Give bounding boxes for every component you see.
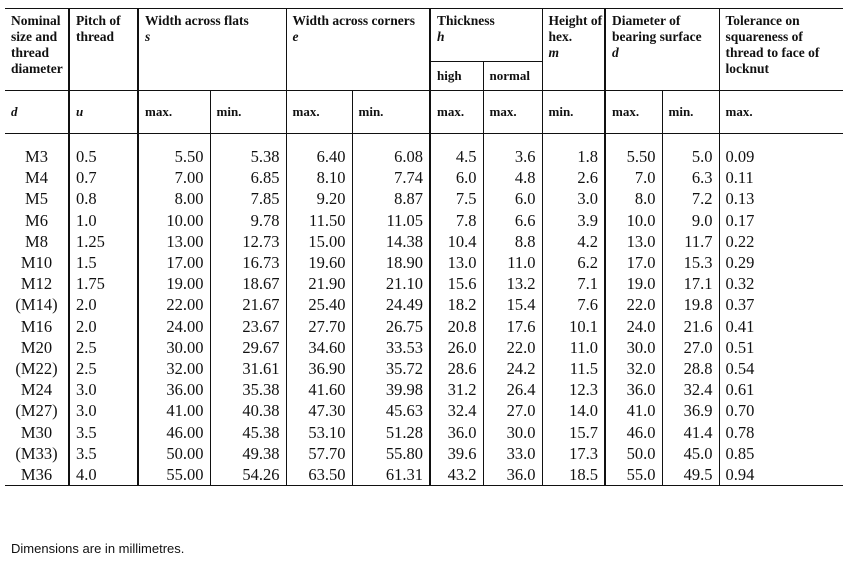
cell-thickness-high: 7.5 [430,188,483,209]
cell-height-min: 15.7 [542,422,605,443]
cell-pitch: 1.5 [69,252,138,273]
cell-diameter-min: 49.5 [662,464,719,486]
cell-height-min: 2.6 [542,167,605,188]
cell-diameter-min: 27.0 [662,337,719,358]
cell-diameter-max: 17.0 [605,252,662,273]
cell-flats-min: 45.38 [210,422,286,443]
table-row [5,231,843,252]
header-width-across-corners: Width across corners e [286,9,430,91]
table-row [5,379,843,400]
cell-thickness-normal: 15.4 [483,294,542,315]
cell-corners-min: 45.63 [352,400,430,421]
table-body [5,146,843,486]
table-row [5,252,843,273]
cell-corners-max: 21.90 [286,273,352,294]
cell-corners-min: 21.10 [352,273,430,294]
cell-pitch: 2.0 [69,294,138,315]
cell-thickness-high: 39.6 [430,443,483,464]
table-row [5,400,843,421]
cell-pitch: 2.5 [69,358,138,379]
cell-size: M24 [5,379,69,400]
cell-diameter-max: 46.0 [605,422,662,443]
cell-diameter-min: 6.3 [662,167,719,188]
cell-flats-min: 5.38 [210,146,286,167]
spacer-row [5,134,843,147]
cell-pitch: 0.5 [69,146,138,167]
cell-thickness-normal: 6.6 [483,210,542,231]
cell-flats-min: 18.67 [210,273,286,294]
cell-thickness-normal: 27.0 [483,400,542,421]
cell-size: (M33) [5,443,69,464]
table-row [5,294,843,315]
cell-corners-max: 36.90 [286,358,352,379]
col-label-flats-min: min. [210,91,286,134]
cell-diameter-min: 17.1 [662,273,719,294]
cell-tolerance: 0.78 [725,422,755,442]
cell-corners-min: 6.08 [352,146,430,167]
cell-diameter-min: 11.7 [662,231,719,252]
cell-height-min: 11.0 [542,337,605,358]
col-label-flats-max: max. [138,91,210,134]
header-bearing-diameter: Diameter of bearing surface d [605,9,719,91]
cell-corners-min: 26.75 [352,316,430,337]
cell-flats-min: 31.61 [210,358,286,379]
cell-flats-min: 29.67 [210,337,286,358]
cell-thickness-high: 7.8 [430,210,483,231]
header-thickness-normal: normal [483,62,542,91]
col-label-tolerance-max: max. [725,104,753,119]
cell-flats-min: 12.73 [210,231,286,252]
cell-size: M20 [5,337,69,358]
cell-thickness-high: 15.6 [430,273,483,294]
cell-height-min: 1.8 [542,146,605,167]
cell-flats-min: 49.38 [210,443,286,464]
col-label-corners-min: min. [352,91,430,134]
cell-diameter-min: 36.9 [662,400,719,421]
cell-tolerance: 0.32 [725,274,755,294]
cell-flats-max: 30.00 [138,337,210,358]
cell-thickness-normal: 22.0 [483,337,542,358]
header-nominal-size: Nominal size and thread diameter [5,9,69,91]
cell-diameter-max: 19.0 [605,273,662,294]
cell-diameter-min: 21.6 [662,316,719,337]
cell-size: M4 [5,167,69,188]
cell-size: (M14) [5,294,69,315]
cell-diameter-min: 19.8 [662,294,719,315]
cell-thickness-normal: 11.0 [483,252,542,273]
cell-flats-min: 6.85 [210,167,286,188]
cell-flats-min: 9.78 [210,210,286,231]
cell-thickness-high: 10.4 [430,231,483,252]
cell-corners-max: 47.30 [286,400,352,421]
cell-diameter-min: 15.3 [662,252,719,273]
symbol-d: d [612,45,619,60]
cell-corners-max: 53.10 [286,422,352,443]
cell-pitch: 2.0 [69,316,138,337]
cell-size: M10 [5,252,69,273]
cell-tolerance: 0.41 [725,316,755,336]
cell-flats-min: 54.26 [210,464,286,486]
cell-flats-max: 7.00 [138,167,210,188]
cell-thickness-high: 4.5 [430,146,483,167]
cell-corners-min: 35.72 [352,358,430,379]
cell-corners-max: 9.20 [286,188,352,209]
symbol-m: m [548,45,560,60]
col-label-height-min: min. [542,91,605,134]
cell-tolerance: 0.13 [725,189,755,209]
cell-diameter-max: 10.0 [605,210,662,231]
cell-pitch: 3.0 [69,400,138,421]
cell-pitch: 3.5 [69,443,138,464]
cell-thickness-normal: 26.4 [483,379,542,400]
cell-tolerance: 0.54 [725,359,755,379]
cell-thickness-high: 36.0 [430,422,483,443]
cell-height-min: 7.6 [542,294,605,315]
table-row [5,273,843,294]
cell-diameter-min: 32.4 [662,379,719,400]
col-label-u: u [69,91,138,134]
cell-thickness-high: 31.2 [430,379,483,400]
cell-corners-max: 15.00 [286,231,352,252]
cell-corners-max: 19.60 [286,252,352,273]
cell-thickness-high: 18.2 [430,294,483,315]
cell-tolerance: 0.94 [725,465,755,485]
cell-pitch: 0.7 [69,167,138,188]
cell-tolerance: 0.29 [725,253,755,273]
cell-diameter-min: 5.0 [662,146,719,167]
cell-pitch: 4.0 [69,464,138,486]
table-row [5,337,843,358]
cell-thickness-normal: 8.8 [483,231,542,252]
cell-diameter-max: 8.0 [605,188,662,209]
cell-corners-max: 34.60 [286,337,352,358]
col-label-high-max: max. [430,91,483,134]
cell-corners-min: 11.05 [352,210,430,231]
cell-thickness-high: 13.0 [430,252,483,273]
cell-diameter-min: 28.8 [662,358,719,379]
cell-pitch: 1.0 [69,210,138,231]
header-tolerance: Tolerance on squareness of thread to face of locknut [725,13,820,76]
cell-height-min: 4.2 [542,231,605,252]
cell-corners-max: 6.40 [286,146,352,167]
cell-pitch: 0.8 [69,188,138,209]
cell-flats-max: 46.00 [138,422,210,443]
table-row [5,188,843,209]
cell-tolerance: 0.17 [725,210,755,230]
cell-diameter-max: 30.0 [605,337,662,358]
table-row [5,443,843,464]
cell-corners-min: 7.74 [352,167,430,188]
cell-height-min: 3.0 [542,188,605,209]
cell-size: M5 [5,188,69,209]
cell-height-min: 11.5 [542,358,605,379]
cell-size: (M22) [5,358,69,379]
cell-flats-min: 40.38 [210,400,286,421]
cell-size: (M27) [5,400,69,421]
table-row [5,358,843,379]
cell-size: M8 [5,231,69,252]
cell-tolerance: 0.11 [725,168,754,188]
cell-diameter-max: 55.0 [605,464,662,486]
cell-size: M12 [5,273,69,294]
cell-thickness-normal: 24.2 [483,358,542,379]
cell-flats-max: 24.00 [138,316,210,337]
cell-height-min: 17.3 [542,443,605,464]
cell-corners-min: 61.31 [352,464,430,486]
cell-diameter-max: 36.0 [605,379,662,400]
cell-tolerance: 0.51 [725,337,755,357]
cell-corners-max: 11.50 [286,210,352,231]
cell-thickness-normal: 13.2 [483,273,542,294]
cell-thickness-normal: 4.8 [483,167,542,188]
cell-corners-min: 55.80 [352,443,430,464]
cell-thickness-high: 32.4 [430,400,483,421]
cell-tolerance: 0.85 [725,443,755,463]
cell-size: M16 [5,316,69,337]
header-thickness-high: high [430,62,483,91]
cell-corners-max: 57.70 [286,443,352,464]
cell-thickness-normal: 30.0 [483,422,542,443]
cell-diameter-max: 41.0 [605,400,662,421]
cell-corners-max: 25.40 [286,294,352,315]
cell-height-min: 7.1 [542,273,605,294]
cell-diameter-max: 5.50 [605,146,662,167]
cell-corners-min: 14.38 [352,231,430,252]
table-row [5,167,843,188]
cell-thickness-high: 28.6 [430,358,483,379]
cell-flats-min: 7.85 [210,188,286,209]
table-row [5,422,843,443]
cell-thickness-high: 6.0 [430,167,483,188]
cell-thickness-high: 43.2 [430,464,483,486]
cell-corners-max: 41.60 [286,379,352,400]
cell-corners-min: 39.98 [352,379,430,400]
col-label-diameter-min: min. [662,91,719,134]
cell-flats-max: 22.00 [138,294,210,315]
col-label-d: d [5,91,69,134]
cell-flats-max: 5.50 [138,146,210,167]
cell-flats-min: 35.38 [210,379,286,400]
cell-diameter-max: 50.0 [605,443,662,464]
cell-diameter-max: 7.0 [605,167,662,188]
cell-diameter-max: 13.0 [605,231,662,252]
cell-height-min: 18.5 [542,464,605,486]
table-row [5,146,843,167]
cell-flats-max: 50.00 [138,443,210,464]
cell-thickness-normal: 6.0 [483,188,542,209]
cell-corners-max: 63.50 [286,464,352,486]
cell-thickness-normal: 36.0 [483,464,542,486]
header-height-of-hex: Height of hex. m [542,9,605,91]
symbol-s: s [145,29,151,44]
cell-corners-max: 27.70 [286,316,352,337]
cell-flats-min: 21.67 [210,294,286,315]
cell-height-min: 3.9 [542,210,605,231]
header-thickness: Thickness h [430,9,542,62]
cell-corners-max: 8.10 [286,167,352,188]
cell-flats-min: 23.67 [210,316,286,337]
cell-flats-max: 41.00 [138,400,210,421]
symbol-h: h [437,29,445,44]
col-label-corners-max: max. [286,91,352,134]
cell-corners-min: 24.49 [352,294,430,315]
cell-thickness-high: 20.8 [430,316,483,337]
cell-height-min: 12.3 [542,379,605,400]
table-row [5,464,843,486]
cell-pitch: 1.25 [69,231,138,252]
cell-flats-max: 36.00 [138,379,210,400]
cell-height-min: 14.0 [542,400,605,421]
cell-diameter-max: 32.0 [605,358,662,379]
cell-size: M36 [5,464,69,486]
table-row [5,316,843,337]
cell-flats-max: 10.00 [138,210,210,231]
cell-thickness-normal: 17.6 [483,316,542,337]
cell-pitch: 2.5 [69,337,138,358]
cell-height-min: 10.1 [542,316,605,337]
cell-tolerance: 0.37 [725,295,755,315]
table-row [5,210,843,231]
cell-corners-min: 33.53 [352,337,430,358]
cell-pitch: 3.0 [69,379,138,400]
cell-tolerance: 0.22 [725,231,755,251]
cell-size: M30 [5,422,69,443]
cell-corners-min: 18.90 [352,252,430,273]
cell-thickness-high: 26.0 [430,337,483,358]
cell-diameter-min: 41.4 [662,422,719,443]
cell-flats-max: 19.00 [138,273,210,294]
cell-flats-max: 55.00 [138,464,210,486]
cell-pitch: 1.75 [69,273,138,294]
cell-diameter-min: 9.0 [662,210,719,231]
cell-thickness-normal: 3.6 [483,146,542,167]
cell-corners-min: 51.28 [352,422,430,443]
cell-pitch: 3.5 [69,422,138,443]
cell-flats-max: 17.00 [138,252,210,273]
locknut-dimensions-table [5,8,843,486]
col-label-normal-max: max. [483,91,542,134]
cell-height-min: 6.2 [542,252,605,273]
cell-flats-min: 16.73 [210,252,286,273]
cell-thickness-normal: 33.0 [483,443,542,464]
cell-flats-max: 32.00 [138,358,210,379]
cell-diameter-max: 22.0 [605,294,662,315]
cell-size: M6 [5,210,69,231]
cell-diameter-min: 7.2 [662,188,719,209]
cell-tolerance: 0.09 [725,147,755,166]
header-width-across-flats: Width across flats s [138,9,286,91]
cell-flats-max: 8.00 [138,188,210,209]
cell-diameter-min: 45.0 [662,443,719,464]
cell-diameter-max: 24.0 [605,316,662,337]
cell-tolerance: 0.61 [725,380,755,400]
cell-size: M3 [5,146,69,167]
cell-flats-max: 13.00 [138,231,210,252]
cell-tolerance: 0.70 [725,401,755,421]
cell-corners-min: 8.87 [352,188,430,209]
footnote: Dimensions are in millimetres. [11,541,185,556]
header-pitch: Pitch of thread [69,9,138,91]
symbol-e: e [292,29,299,44]
col-label-diameter-max: max. [605,91,662,134]
